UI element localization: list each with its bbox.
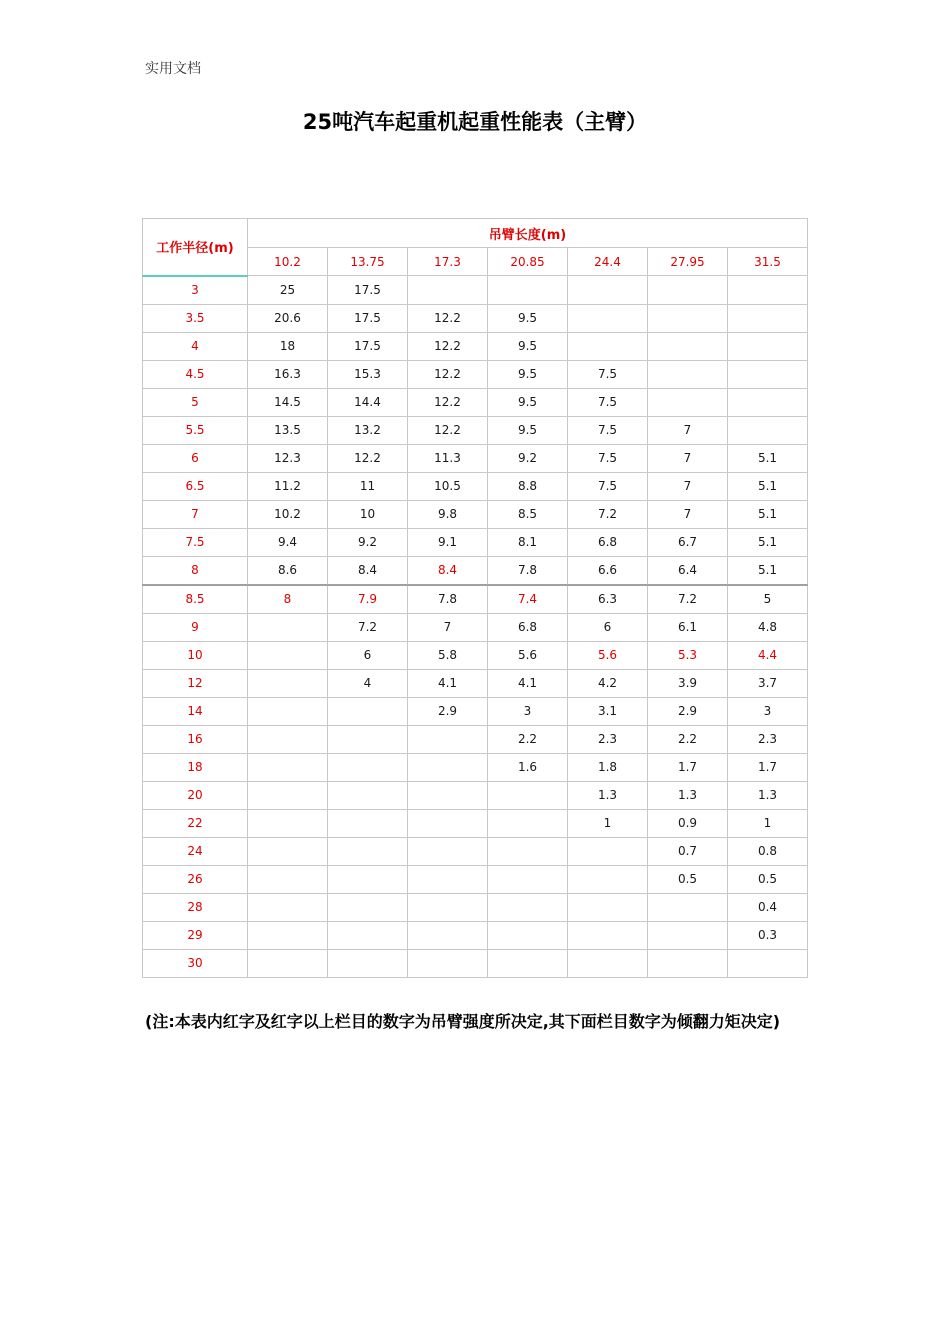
table-body [143,276,808,978]
capacity-cell: 6.7 [648,528,728,556]
capacity-cell [488,865,568,893]
capacity-cell: 7.5 [568,472,648,500]
table-row [143,613,808,641]
capacity-cell [568,837,648,865]
capacity-cell [488,837,568,865]
capacity-cell: 5.3 [648,641,728,669]
capacity-cell: 9.5 [488,332,568,360]
capacity-cell [568,921,648,949]
capacity-cell: 12.3 [248,444,328,472]
capacity-cell: 6 [568,613,648,641]
table-row [143,641,808,669]
table-row [143,753,808,781]
table-header-row [143,219,808,248]
capacity-cell [488,921,568,949]
capacity-cell [648,921,728,949]
capacity-cell [408,781,488,809]
capacity-cell [648,949,728,977]
capacity-cell: 8.4 [408,556,488,585]
capacity-cell: 11.3 [408,444,488,472]
capacity-cell [488,781,568,809]
table-row [143,276,808,305]
capacity-cell: 5.8 [408,641,488,669]
capacity-cell [488,893,568,921]
capacity-cell [408,865,488,893]
capacity-cell: 9.8 [408,500,488,528]
table-row [143,585,808,614]
table-row [143,472,808,500]
capacity-cell [728,388,808,416]
capacity-cell: 7.8 [488,556,568,585]
capacity-cell: 1.7 [728,753,808,781]
capacity-cell: 0.5 [648,865,728,893]
radius-cell: 10 [143,641,248,669]
capacity-cell [328,725,408,753]
radius-cell: 8.5 [143,585,248,614]
capacity-cell [568,865,648,893]
capacity-cell [408,809,488,837]
boom-length-header: 吊臂长度(m) [248,219,808,248]
capacity-cell [248,809,328,837]
capacity-cell: 7.2 [648,585,728,614]
capacity-cell [328,697,408,725]
capacity-cell: 6.3 [568,585,648,614]
capacity-cell: 4 [328,669,408,697]
capacity-cell [408,893,488,921]
capacity-cell: 5.1 [728,528,808,556]
radius-cell: 20 [143,781,248,809]
radius-cell: 12 [143,669,248,697]
capacity-cell: 7.4 [488,585,568,614]
capacity-cell: 12.2 [408,388,488,416]
capacity-cell [488,276,568,305]
capacity-cell: 8.5 [488,500,568,528]
capacity-cell: 7.2 [568,500,648,528]
capacity-cell [328,809,408,837]
capacity-cell: 2.3 [728,725,808,753]
capacity-cell: 0.7 [648,837,728,865]
capacity-cell: 6.4 [648,556,728,585]
capacity-cell [408,276,488,305]
capacity-cell: 0.8 [728,837,808,865]
capacity-cell [568,332,648,360]
capacity-cell: 1.6 [488,753,568,781]
capacity-cell [328,837,408,865]
capacity-cell [728,416,808,444]
radius-cell: 24 [143,837,248,865]
capacity-cell: 12.2 [328,444,408,472]
capacity-cell [648,388,728,416]
capacity-cell [328,949,408,977]
capacity-cell: 5.6 [568,641,648,669]
capacity-cell [248,753,328,781]
radius-cell: 16 [143,725,248,753]
capacity-cell [728,304,808,332]
capacity-cell: 16.3 [248,360,328,388]
capacity-cell [248,921,328,949]
capacity-cell [728,332,808,360]
capacity-cell [248,893,328,921]
capacity-cell: 17.5 [328,304,408,332]
radius-cell: 28 [143,893,248,921]
capacity-cell: 3 [728,697,808,725]
capacity-cell: 6.1 [648,613,728,641]
radius-cell: 26 [143,865,248,893]
capacity-cell: 5 [728,585,808,614]
capacity-cell [648,276,728,305]
capacity-cell [248,697,328,725]
table-row [143,388,808,416]
capacity-cell [248,641,328,669]
capacity-cell: 9.1 [408,528,488,556]
capacity-cell: 3.9 [648,669,728,697]
capacity-cell: 15.3 [328,360,408,388]
radius-cell: 5 [143,388,248,416]
capacity-cell: 7.5 [568,444,648,472]
capacity-cell: 9.4 [248,528,328,556]
capacity-cell: 2.2 [488,725,568,753]
capacity-cell: 14.5 [248,388,328,416]
capacity-cell [248,725,328,753]
radius-cell: 3 [143,276,248,305]
capacity-cell: 9.5 [488,360,568,388]
capacity-cell [328,893,408,921]
capacity-cell: 7 [408,613,488,641]
capacity-cell [568,949,648,977]
capacity-cell: 17.5 [328,276,408,305]
capacity-cell: 4.8 [728,613,808,641]
radius-cell: 4.5 [143,360,248,388]
boom-length-cell: 10.2 [248,248,328,276]
radius-cell: 5.5 [143,416,248,444]
capacity-cell [488,949,568,977]
capacity-cell: 9.2 [328,528,408,556]
capacity-cell: 20.6 [248,304,328,332]
capacity-cell [728,276,808,305]
document-label: 实用文档 [145,61,201,77]
capacity-cell: 6.6 [568,556,648,585]
radius-cell: 7.5 [143,528,248,556]
capacity-cell: 10.5 [408,472,488,500]
table-row [143,781,808,809]
capacity-cell: 5.1 [728,472,808,500]
boom-length-cell: 24.4 [568,248,648,276]
capacity-cell [408,725,488,753]
capacity-cell [248,781,328,809]
lifting-capacity-table [142,218,808,978]
capacity-cell [488,809,568,837]
capacity-cell: 1.3 [728,781,808,809]
radius-cell: 14 [143,697,248,725]
capacity-cell: 5.1 [728,556,808,585]
capacity-cell: 5.6 [488,641,568,669]
capacity-cell [568,276,648,305]
capacity-cell [648,893,728,921]
capacity-cell: 2.9 [408,697,488,725]
capacity-cell: 4.4 [728,641,808,669]
capacity-cell: 4.1 [488,669,568,697]
table-row [143,500,808,528]
capacity-cell: 11.2 [248,472,328,500]
capacity-cell: 9.5 [488,416,568,444]
table-row [143,304,808,332]
boom-length-cell: 20.85 [488,248,568,276]
table-row [143,865,808,893]
capacity-cell: 12.2 [408,360,488,388]
capacity-cell: 7 [648,500,728,528]
table-row [143,360,808,388]
capacity-cell: 14.4 [328,388,408,416]
capacity-cell: 1.3 [568,781,648,809]
capacity-cell: 1.8 [568,753,648,781]
capacity-cell: 7 [648,472,728,500]
capacity-cell: 2.3 [568,725,648,753]
capacity-cell [408,949,488,977]
boom-length-cell: 31.5 [728,248,808,276]
capacity-cell: 12.2 [408,416,488,444]
capacity-cell [248,865,328,893]
radius-cell: 9 [143,613,248,641]
capacity-cell: 3.7 [728,669,808,697]
capacity-cell [408,837,488,865]
capacity-cell: 4.1 [408,669,488,697]
table-row [143,809,808,837]
capacity-cell: 8.4 [328,556,408,585]
capacity-cell: 1 [728,809,808,837]
capacity-cell [648,332,728,360]
table-row [143,444,808,472]
capacity-cell [328,781,408,809]
table-row [143,669,808,697]
capacity-cell [568,304,648,332]
capacity-cell: 7 [648,416,728,444]
capacity-cell [648,360,728,388]
radius-cell: 30 [143,949,248,977]
capacity-cell: 1.3 [648,781,728,809]
capacity-cell: 6 [328,641,408,669]
capacity-cell [248,837,328,865]
table-row [143,837,808,865]
capacity-cell: 5.1 [728,500,808,528]
capacity-cell: 0.3 [728,921,808,949]
capacity-cell [408,753,488,781]
footnote: (注:本表内红字及红字以上栏目的数字为吊臂强度所决定,其下面栏目数字为倾翻力矩决定) [145,1012,781,1031]
capacity-cell: 8 [248,585,328,614]
boom-length-cell: 17.3 [408,248,488,276]
table-row [143,725,808,753]
capacity-cell: 18 [248,332,328,360]
table-row [143,528,808,556]
capacity-cell: 3 [488,697,568,725]
boom-length-cell: 13.75 [328,248,408,276]
capacity-cell [328,865,408,893]
radius-cell: 7 [143,500,248,528]
table-row [143,697,808,725]
capacity-cell: 7.2 [328,613,408,641]
capacity-cell: 0.9 [648,809,728,837]
capacity-cell: 3.1 [568,697,648,725]
capacity-cell: 17.5 [328,332,408,360]
capacity-cell: 7 [648,444,728,472]
capacity-cell [328,753,408,781]
capacity-cell [568,893,648,921]
radius-cell: 22 [143,809,248,837]
table-row [143,949,808,977]
page-title: 25吨汽车起重机起重性能表（主臂） [302,110,648,134]
table-row [143,921,808,949]
capacity-cell: 7.5 [568,388,648,416]
working-radius-header: 工作半径(m) [143,219,248,276]
capacity-cell: 7.8 [408,585,488,614]
radius-cell: 18 [143,753,248,781]
capacity-cell [648,304,728,332]
capacity-cell: 6.8 [568,528,648,556]
capacity-cell [408,921,488,949]
capacity-cell: 2.2 [648,725,728,753]
boom-length-cell: 27.95 [648,248,728,276]
capacity-cell: 8.6 [248,556,328,585]
capacity-cell: 9.2 [488,444,568,472]
capacity-cell: 0.5 [728,865,808,893]
capacity-cell: 7.5 [568,416,648,444]
table-row [143,556,808,585]
capacity-cell: 10 [328,500,408,528]
radius-cell: 29 [143,921,248,949]
table-row [143,416,808,444]
capacity-cell [248,613,328,641]
capacity-cell: 12.2 [408,304,488,332]
capacity-cell [728,360,808,388]
capacity-cell [248,949,328,977]
capacity-cell: 9.5 [488,304,568,332]
table-row [143,332,808,360]
capacity-cell: 25 [248,276,328,305]
radius-cell: 3.5 [143,304,248,332]
capacity-cell: 1 [568,809,648,837]
capacity-cell: 8.1 [488,528,568,556]
capacity-cell: 13.5 [248,416,328,444]
table-row [143,893,808,921]
capacity-cell: 7.9 [328,585,408,614]
capacity-cell [728,949,808,977]
capacity-cell [328,921,408,949]
capacity-cell: 7.5 [568,360,648,388]
capacity-cell: 1.7 [648,753,728,781]
capacity-cell: 13.2 [328,416,408,444]
radius-cell: 6.5 [143,472,248,500]
capacity-cell: 0.4 [728,893,808,921]
capacity-cell: 8.8 [488,472,568,500]
radius-cell: 4 [143,332,248,360]
capacity-cell: 11 [328,472,408,500]
capacity-cell: 2.9 [648,697,728,725]
capacity-cell [248,669,328,697]
capacity-cell: 9.5 [488,388,568,416]
capacity-cell: 5.1 [728,444,808,472]
capacity-cell: 12.2 [408,332,488,360]
radius-cell: 8 [143,556,248,585]
radius-cell: 6 [143,444,248,472]
capacity-cell: 10.2 [248,500,328,528]
capacity-cell: 4.2 [568,669,648,697]
capacity-cell: 6.8 [488,613,568,641]
